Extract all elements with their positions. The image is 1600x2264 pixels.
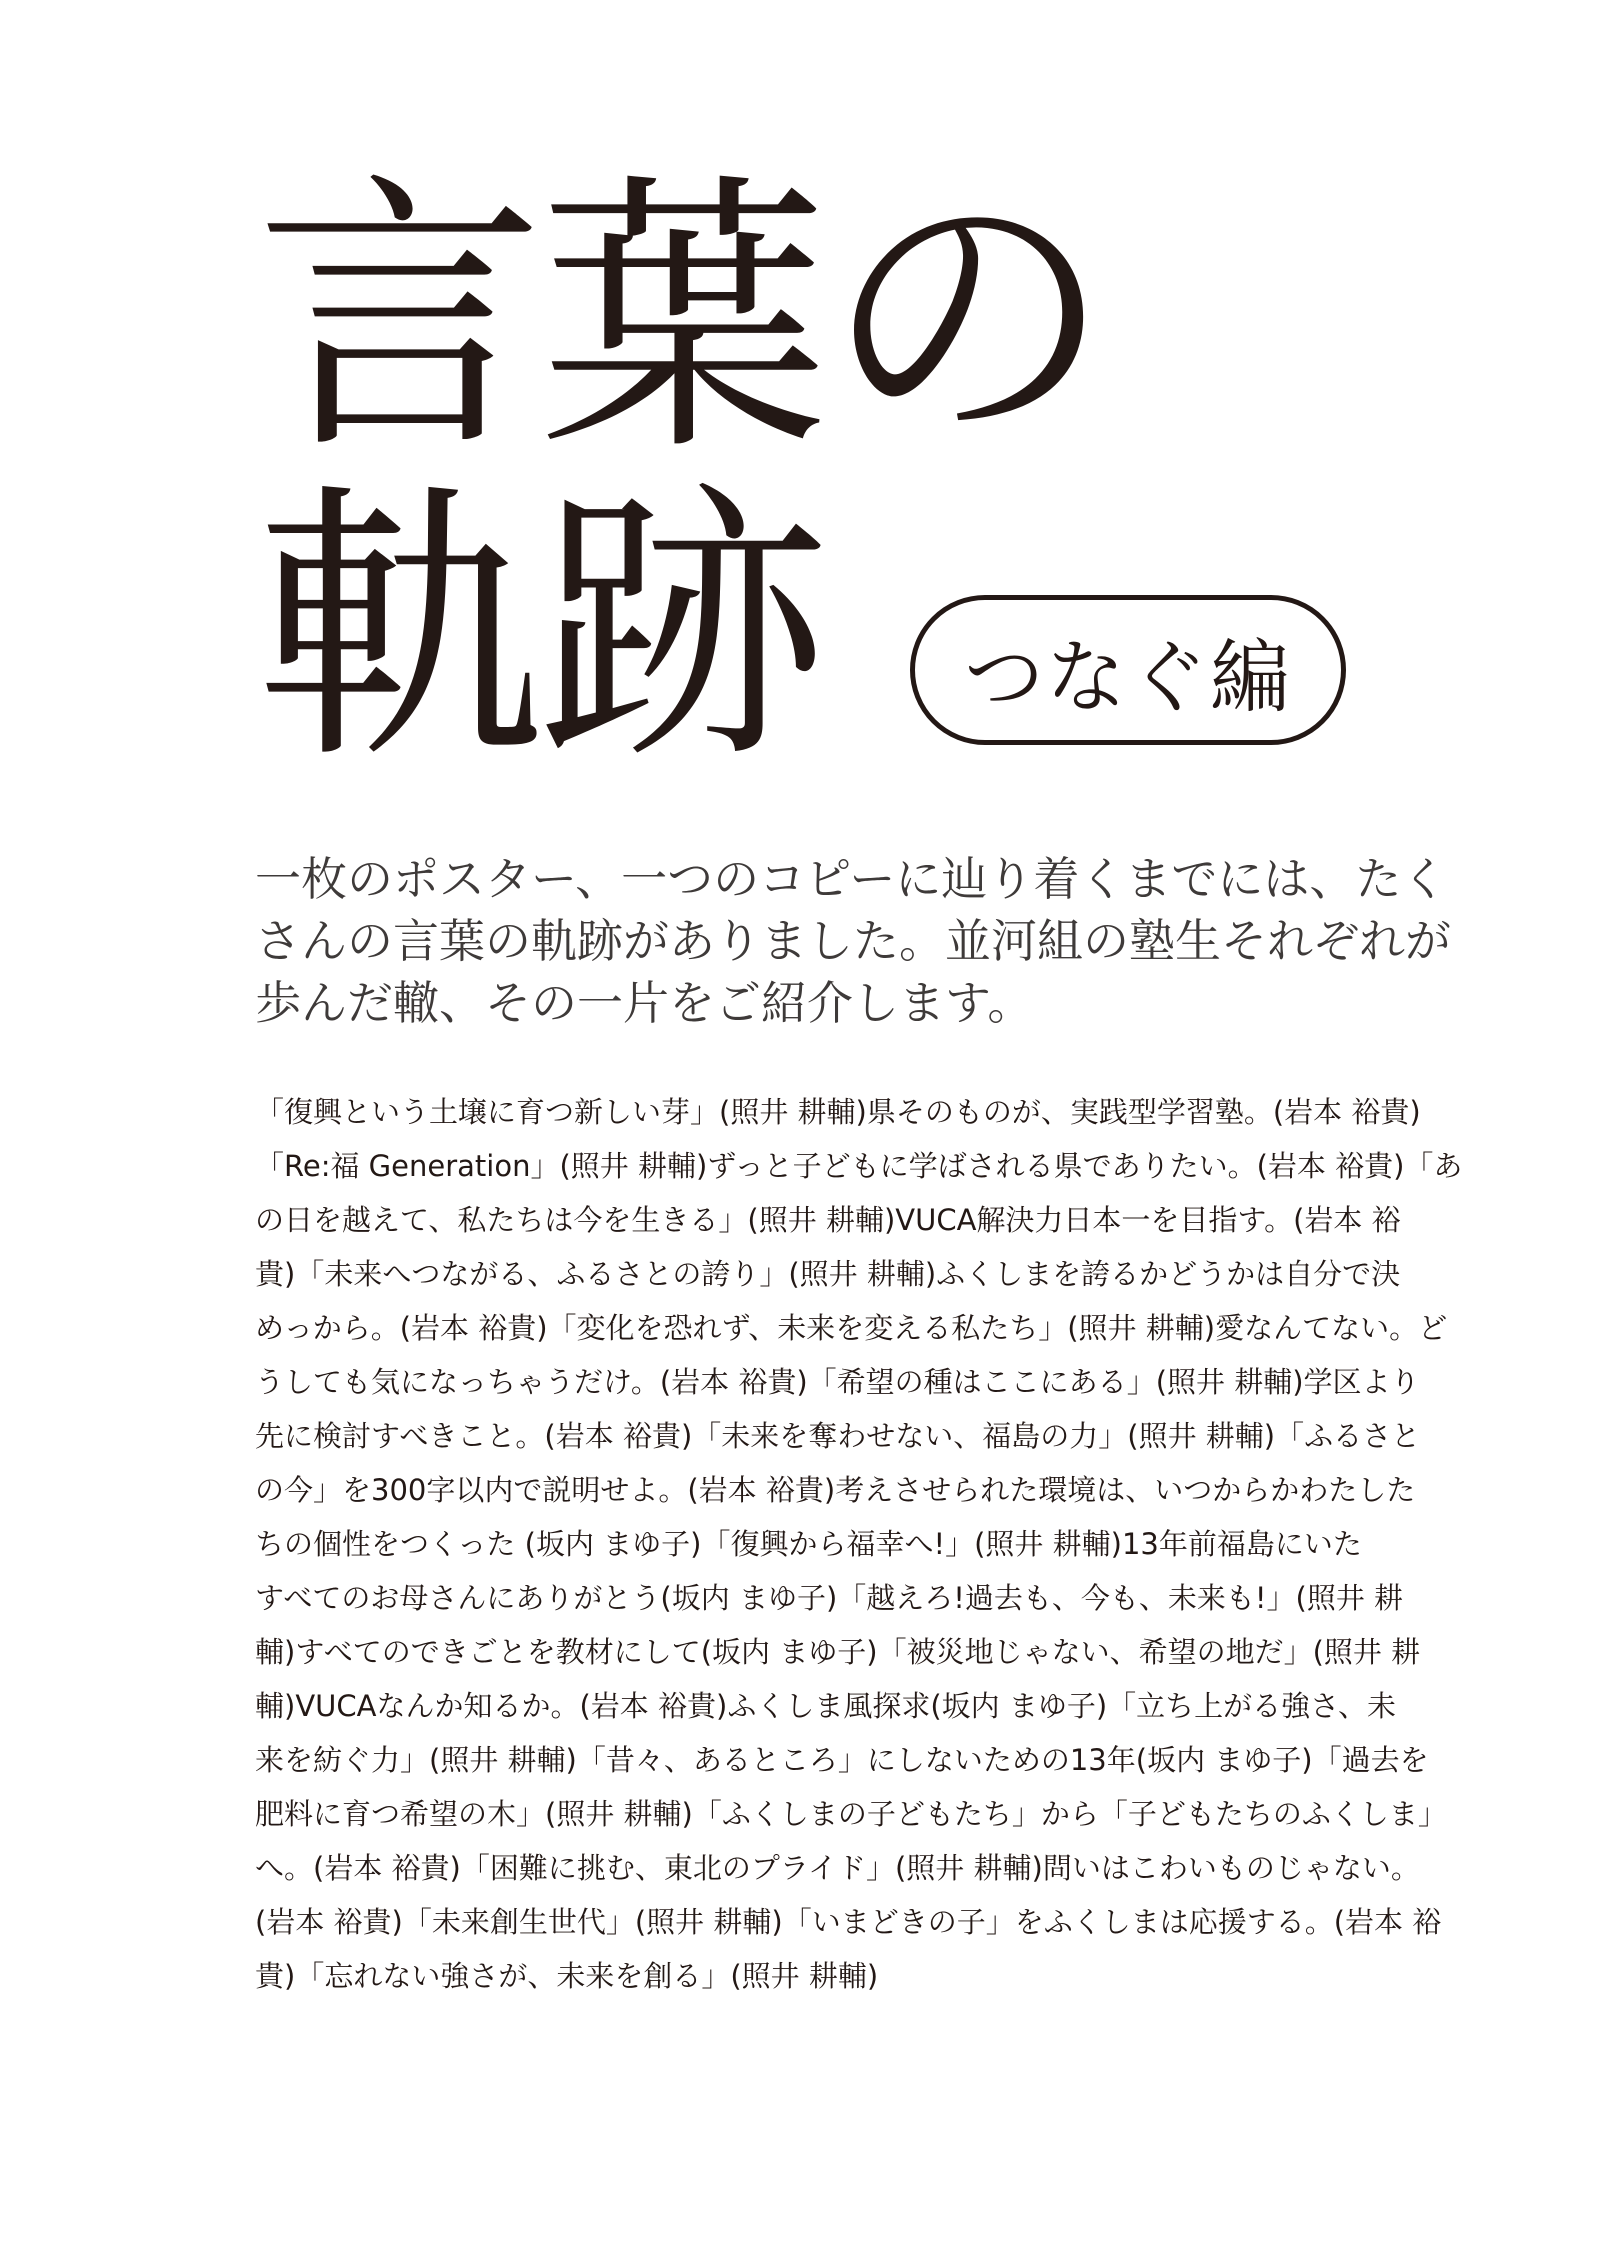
body-line: の今」を300字以内で説明せよ。(岩本 裕貴)考えさせられた環境は、いつからかわたした [255, 1473, 1416, 1507]
lead-line: さんの言葉の軌跡がありました。並河組の塾生それぞれが [255, 914, 1451, 968]
title-line-1: 言葉の [255, 151, 1107, 488]
body-line: (岩本 裕貴)「未来創生世代」(照井 耕輔)「いまどきの子」をふくしまは応援する。(岩本 裕 [255, 1905, 1442, 1939]
body-line: 貴)「忘れない強さが、未来を創る」(照井 耕輔) [255, 1959, 879, 1993]
body-line: 輔)VUCAなんか知るか。(岩本 裕貴)ふくしま風探求(坂内 まゆ子)「立ち上がる強さ、未 [255, 1689, 1396, 1723]
body-line: めっから。(岩本 裕貴)「変化を恐れず、未来を変える私たち」(照井 耕輔)愛なんてない。ど [255, 1311, 1448, 1345]
lead-line: 一枚のポスター、一つのコピーに辿り着くまでには、たく [255, 852, 1448, 906]
body-line: 輔)すべてのできごとを教材にして(坂内 まゆ子)「被災地じゃない、希望の地だ」(照井 耕 [255, 1635, 1421, 1669]
body-line: 先に検討すべきこと。(岩本 裕貴)「未来を奪わせない、福島の力」(照井 耕輔)「ふるさと [255, 1419, 1421, 1453]
body-line: すべてのお母さんにありがとう(坂内 まゆ子)「越えろ!過去も、今も、未来も!」(照井 耕 [255, 1581, 1404, 1615]
body-line: ちの個性をつくった (坂内 まゆ子)「復興から福幸へ!」(照井 耕輔)13年前福島にいた [255, 1527, 1362, 1561]
body-line: へ。(岩本 裕貴)「困難に挑む、東北のプライド」(照井 耕輔)問いはこわいものじゃない。 [255, 1851, 1420, 1885]
lead-paragraph [255, 848, 1451, 1034]
title-line-2: 軌跡 [255, 461, 823, 798]
body-paragraph [255, 1085, 1463, 2003]
lead-line: 歩んだ轍、その一片をご紹介します。 [255, 976, 1034, 1030]
body-line: 来を紡ぐ力」(照井 耕輔)「昔々、あるところ」にしないための13年(坂内 まゆ子)「過去を [255, 1743, 1429, 1777]
body-line: 「Re:福 Generation」(照井 耕輔)ずっと子どもに学ばされる県でありたい。(岩本 裕貴)「あ [255, 1149, 1463, 1183]
body-line: 貴)「未来へつながる、ふるさとの誇り」(照井 耕輔)ふくしまを誇るかどうかは自分で決 [255, 1257, 1401, 1291]
body-line: うしても気になっちゃうだけ。(岩本 裕貴)「希望の種はここにある」(照井 耕輔)学区より [255, 1365, 1420, 1399]
edition-badge: つなぐ編 [910, 595, 1346, 745]
body-line: 「復興という土壌に育つ新しい芽」(照井 耕輔)県そのものが、実践型学習塾。(岩本 裕貴) [255, 1095, 1421, 1129]
body-line: の日を越えて、私たちは今を生きる」(照井 耕輔)VUCA解決力日本一を目指す。(岩本 裕 [255, 1203, 1401, 1237]
body-line: 肥料に育つ希望の木」(照井 耕輔)「ふくしまの子どもたち」から「子どもたちのふくしま」 [255, 1797, 1447, 1831]
